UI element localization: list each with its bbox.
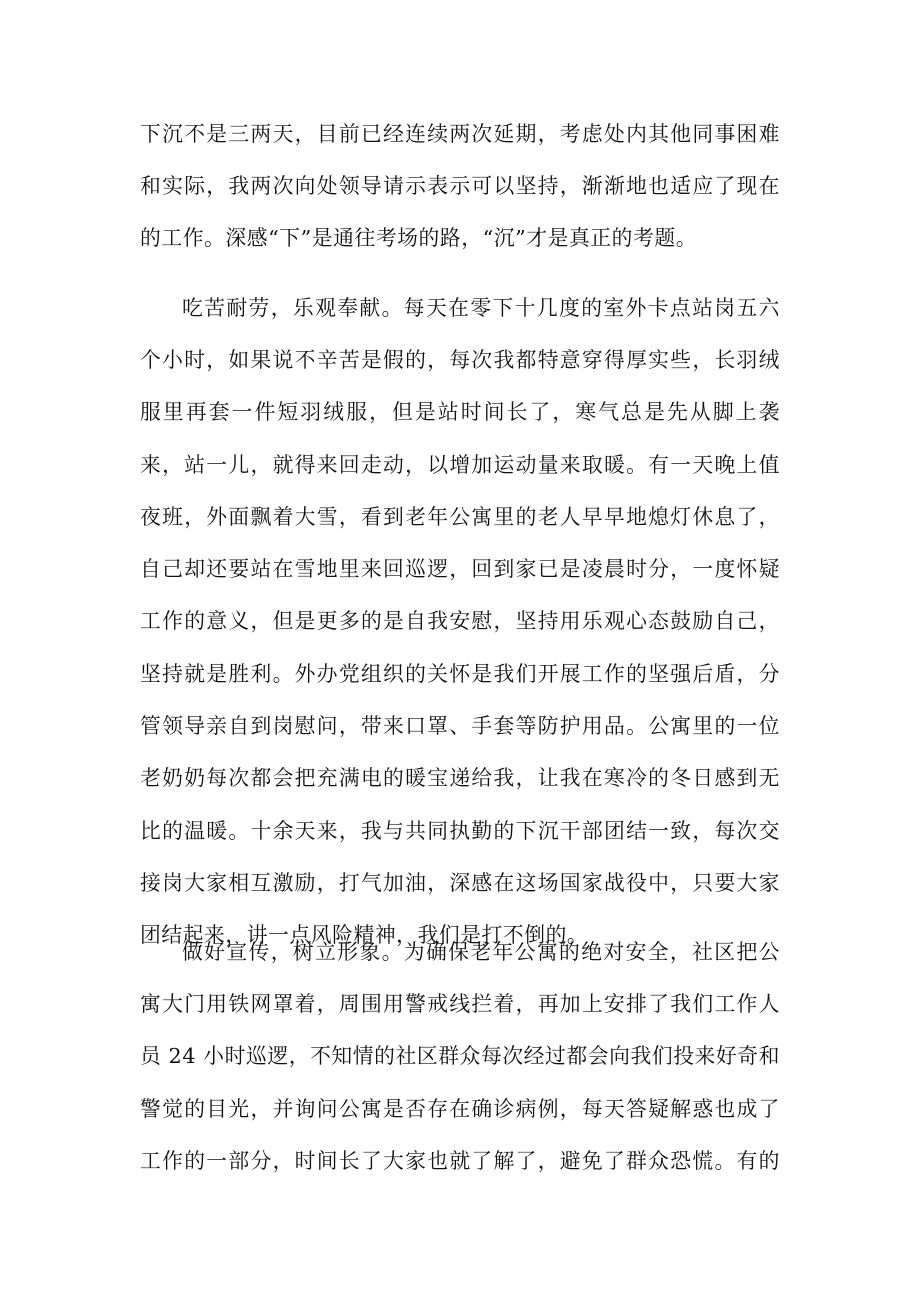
paragraph-line: 服里再套一件短羽绒服，但是站时间长了，寒气总是先从脚上袭 xyxy=(140,400,780,424)
paragraph-line: 团结起来，讲一点风险精神，我们是打不倒的。 xyxy=(140,923,589,947)
paragraph-line: 做好宣传，树立形象。为确保老年公寓的绝对安全，社区把公 xyxy=(182,940,780,964)
paragraph-line: 坚持就是胜利。外办党组织的关怀是我们开展工作的坚强后盾，分 xyxy=(140,662,780,686)
paragraph-line: 管领导亲自到岗慰问，带来口罩、手套等防护用品。公寓里的一位 xyxy=(140,714,780,738)
paragraph-line: 个小时，如果说不辛苦是假的，每次我都特意穿得厚实些，长羽绒 xyxy=(140,348,780,372)
paragraph-line: 接岗大家相互激励，打气加油，深感在这场国家战役中，只要大家 xyxy=(140,871,780,895)
paragraph-line: 的工作。深感“下”是通往考场的路，“沉”才是真正的考题。 xyxy=(140,226,698,250)
paragraph-line: 工作的意义，但是更多的是自我安慰，坚持用乐观心态鼓励自己， xyxy=(140,609,780,633)
paragraph-line: 比的温暖。十余天来，我与共同执勤的下沉干部团结一致，每次交 xyxy=(140,819,780,843)
paragraph-line: 吃苦耐劳，乐观奉献。每天在零下十几度的室外卡点站岗五六 xyxy=(182,296,780,320)
paragraph-line: 警觉的目光，并询问公寓是否存在确诊病例，每天答疑解惑也成了 xyxy=(140,1097,780,1121)
paragraph-line: 和实际，我两次向处领导请示表示可以坚持，渐渐地也适应了现在 xyxy=(140,174,780,198)
paragraph-line: 工作的一部分，时间长了大家也就了解了，避免了群众恐慌。有的 xyxy=(140,1149,780,1173)
paragraph-line: 寓大门用铁网罩着，周围用警戒线拦着，再加上安排了我们工作人 xyxy=(140,992,780,1016)
paragraph-line: 下沉不是三两天，目前已经连续两次延期，考虑处内其他同事困难 xyxy=(140,122,780,146)
paragraph-line: 来，站一儿，就得来回走动，以增加运动量来取暖。有一天晚上值 xyxy=(140,453,780,477)
paragraph-line: 自己却还要站在雪地里来回巡逻，回到家已是凌晨时分，一度怀疑 xyxy=(140,557,780,581)
paragraph-line: 老奶奶每次都会把充满电的暖宝递给我，让我在寒冷的冬日感到无 xyxy=(140,766,780,790)
paragraph-line: 夜班，外面飘着大雪，看到老年公寓里的老人早早地熄灯休息了， xyxy=(140,505,780,529)
paragraph-line: 员 24 小时巡逻，不知情的社区群众每次经过都会向我们投来好奇和 xyxy=(140,1044,780,1068)
